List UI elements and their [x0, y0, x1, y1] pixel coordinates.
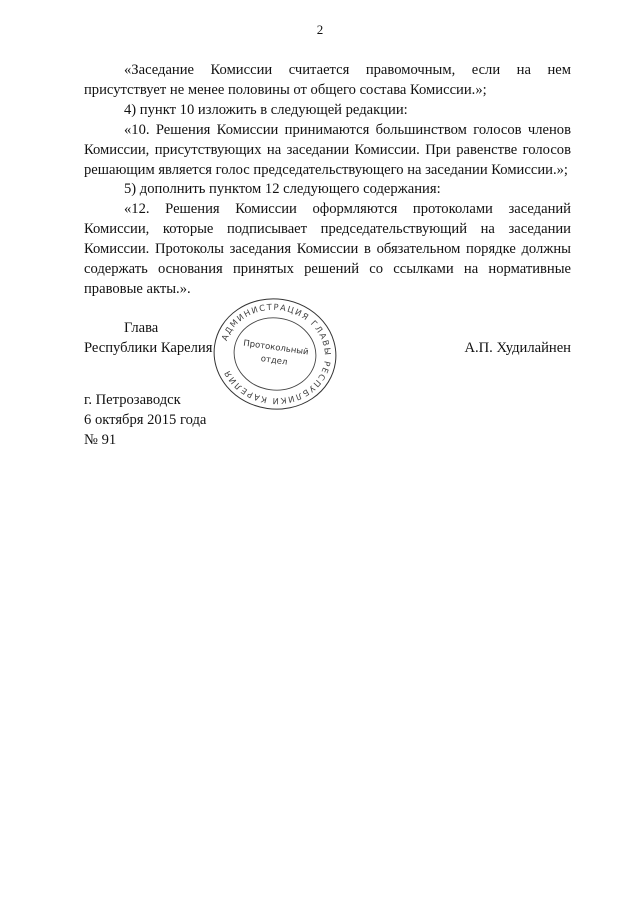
issue-city: г. Петрозаводск — [84, 392, 181, 408]
paragraph-point-10: «10. Решения Комиссии принимаются большинством голосов членов Комиссии, присутствующих на заседании Комиссии. При равенстве голосов решающим является голос председательствующего на заседании Комиссии.»; — [84, 121, 571, 178]
paragraph-quorum: «Заседание Комиссии считается правомочным, если на нем присутствует не менее половины от общего состава Комиссии.»; — [84, 62, 571, 98]
paragraph-item-4: 4) пункт 10 изложить в следующей редакции: — [124, 101, 408, 118]
document-number: № 91 — [84, 431, 117, 448]
document-footer — [84, 391, 206, 451]
signatory-title-line1: Глава — [124, 320, 159, 336]
signatory-name: А.П. Худилайнен — [464, 340, 571, 356]
stamp-center-line1: Протокольный — [242, 338, 310, 358]
issue-date: 6 октября 2015 года — [84, 411, 207, 428]
signatory-title-line2: Республики Карелия — [84, 340, 213, 356]
paragraph-item-5: 5) дополнить пунктом 12 следующего содержания: — [124, 181, 441, 198]
page-number: 2 — [316, 22, 324, 37]
paragraph-point-12: «12. Решения Комиссии оформляются протоколами заседаний Комиссии, которые подписывает председательствующий на заседании Комиссии. Протоколы заседания Комиссии в обязательном порядке должны содержать основания принятых решений со ссылками на нормативные правовые акты.». — [84, 201, 571, 297]
official-stamp — [205, 290, 340, 410]
stamp-ring-text: АДМИНИСТРАЦИЯ ГЛАВЫ РЕСПУБЛИКИ КАРЕЛИЯ — [219, 301, 334, 407]
document-body — [84, 61, 571, 300]
stamp-center-line2: отдел — [260, 354, 288, 368]
